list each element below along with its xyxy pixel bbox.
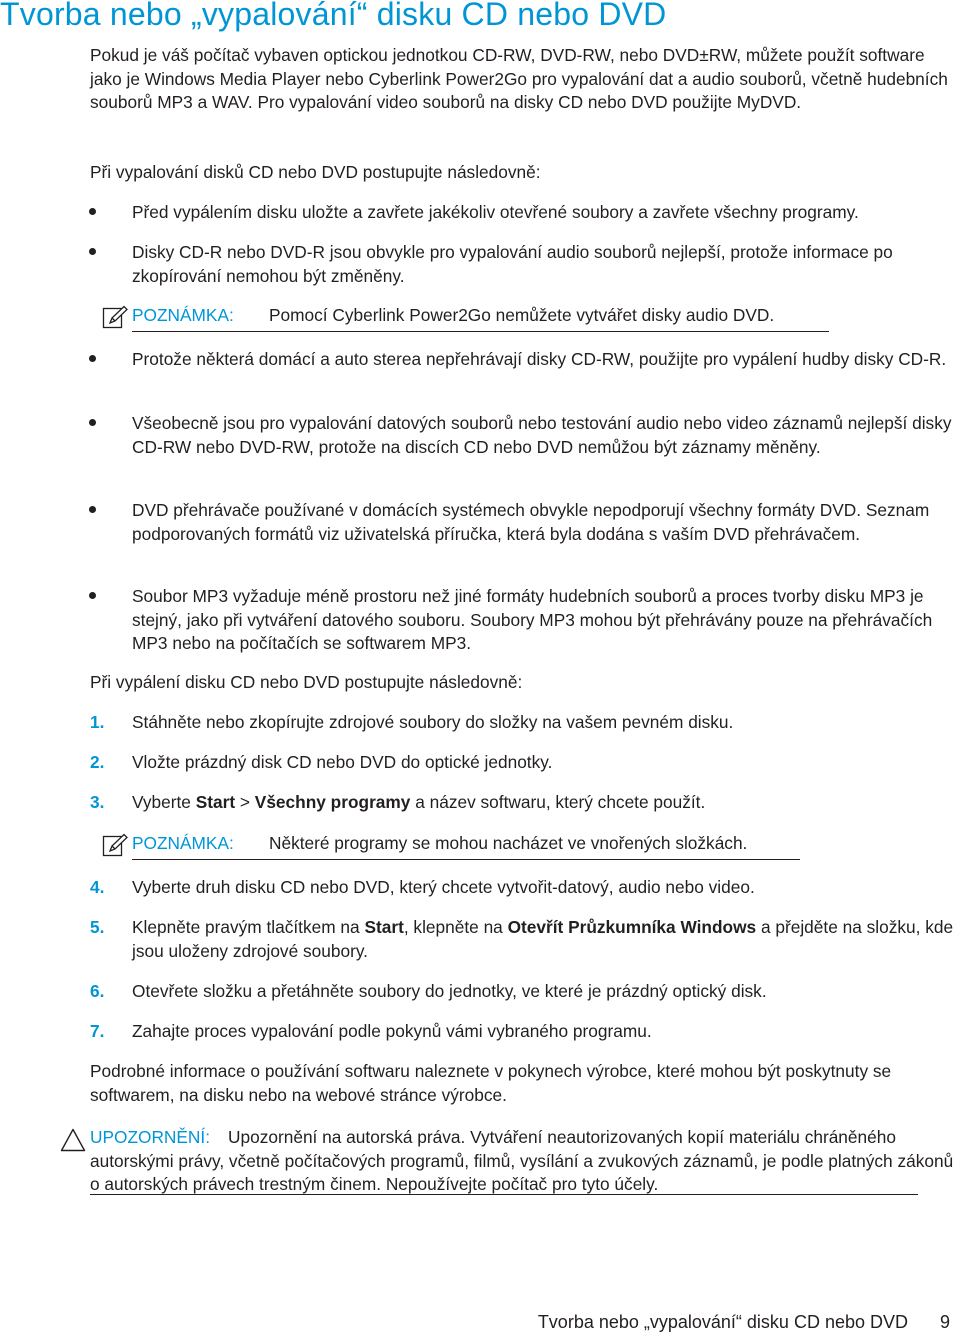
all-programs-reference: Všechny programy	[254, 792, 411, 812]
caution-underline	[90, 1194, 918, 1195]
explorer-reference: Otevřít Průzkumníka Windows	[507, 917, 757, 937]
step-text: Vložte prázdný disk CD nebo DVD do optické jednotky.	[132, 752, 553, 772]
page-title: Tvorba nebo „vypalování“ disku CD nebo DVD	[0, 0, 667, 32]
caution-block	[90, 1126, 958, 1197]
step-text	[132, 916, 958, 963]
bullet-icon	[89, 419, 96, 426]
bullet-icon	[89, 248, 96, 255]
steps-heading: Při vypálení disku CD nebo DVD postupujte následovně:	[90, 672, 523, 692]
step-text-part: , klepněte na	[403, 917, 508, 937]
list-item: DVD přehrávače používané v domácích systémech obvykle nepodporují všechny formáty DVD. Seznam podporovaných formátů viz uživatelská příručka, která byla dodána s vaším DVD přehrávačem.	[132, 500, 930, 544]
bullet-icon	[89, 592, 96, 599]
note-underline	[132, 331, 829, 332]
intro-paragraph: Pokud je váš počítač vybaven optickou jednotkou CD-RW, DVD-RW, nebo DVD±RW, můžete použít software jako je Windows Media Player nebo Cyberlink Power2Go pro vypalování dat a audio souborů, včetně hudebních souborů MP3 a WAV. Pro vypalování video souborů na disky CD nebo DVD použijte MyDVD.	[90, 45, 948, 112]
step-text: Otevřete složku a přetáhněte soubory do jednotky, ve které je prázdný optický disk.	[132, 981, 767, 1001]
step-text-part: a přejděte na složku, kde jsou uloženy zdrojové soubory.	[132, 917, 954, 961]
step-number: 1.	[90, 712, 105, 732]
start-menu-reference: Start	[195, 792, 236, 812]
list-item: Protože některá domácí a auto sterea nepřehrávají disky CD-RW, použijte pro vypálení hudby disky CD-R.	[132, 349, 947, 369]
caution-text: Upozornění na autorská práva. Vytváření neautorizovaných kopií materiálu chráněného autorskými právy, včetně počítačových programů, filmů, vysílání a zvukových záznamů, je podle platných zákonů o autorských právech trestným činem. Nepoužívejte počítač pro tyto účely.	[90, 1127, 954, 1194]
note-label: POZNÁMKA:	[132, 833, 234, 853]
note-underline	[132, 859, 800, 860]
note-label: POZNÁMKA:	[132, 305, 234, 325]
page-number: 9	[939, 1312, 950, 1332]
step-number: 5.	[90, 917, 105, 937]
list-item: Všeobecně jsou pro vypalování datových souborů nebo testování audio nebo video záznamů nejlepší disky CD-RW nebo DVD-RW, protože na discích CD nebo DVD nemůžou být záznamy měněny.	[132, 413, 952, 457]
step-number: 4.	[90, 877, 105, 897]
step-text-part: Vyberte	[132, 792, 196, 812]
caution-icon	[60, 1128, 86, 1152]
step-number: 6.	[90, 981, 105, 1001]
start-menu-reference: Start	[364, 917, 404, 937]
more-info-paragraph: Podrobné informace o používání softwaru naleznete v pokynech výrobce, které mohou být poskytnuty se softwarem, na disku nebo na webové stránce výrobce.	[90, 1061, 892, 1105]
bullet-icon	[89, 208, 96, 215]
note-icon	[102, 305, 128, 331]
list-item: Disky CD-R nebo DVD-R jsou obvykle pro vypalování audio souborů nejlepší, protože informace po zkopírování nemohou být změněny.	[132, 242, 893, 286]
step-number: 3.	[90, 792, 105, 812]
step-text	[132, 791, 958, 815]
list-item: Soubor MP3 vyžaduje méně prostoru než jiné formáty hudebních souborů a proces tvorby disku MP3 je stejný, jako při vytváření datového souboru. Soubory MP3 mohou být přehrávány pouze na přehrávačích MP3 nebo na počítačích se softwarem MP3.	[132, 586, 933, 653]
burn-guidelines-heading: Při vypalování disků CD nebo DVD postupujte následovně:	[90, 162, 541, 182]
note-text: Některé programy se mohou nacházet ve vnořených složkách.	[269, 833, 748, 853]
step-text-part: >	[235, 792, 255, 812]
bullet-icon	[89, 506, 96, 513]
step-text-part: Klepněte pravým tlačítkem na	[132, 917, 365, 937]
step-number: 7.	[90, 1021, 105, 1041]
step-number: 2.	[90, 752, 105, 772]
step-text: Zahajte proces vypalování podle pokynů vámi vybraného programu.	[132, 1021, 652, 1041]
step-text-part: a název softwaru, který chcete použít.	[410, 792, 706, 812]
bullet-icon	[89, 355, 96, 362]
caution-label: UPOZORNĚNÍ:	[90, 1127, 211, 1147]
list-item: Před vypálením disku uložte a zavřete jakékoliv otevřené soubory a zavřete všechny programy.	[132, 202, 859, 222]
step-text: Stáhněte nebo zkopírujte zdrojové soubory do složky na vašem pevném disku.	[132, 712, 734, 732]
step-text: Vyberte druh disku CD nebo DVD, který chcete vytvořit-datový, audio nebo video.	[132, 877, 755, 897]
footer-section-title: Tvorba nebo „vypalování“ disku CD nebo DVD	[537, 1312, 908, 1332]
note-icon	[102, 833, 128, 859]
note-text: Pomocí Cyberlink Power2Go nemůžete vytvářet disky audio DVD.	[269, 305, 775, 325]
